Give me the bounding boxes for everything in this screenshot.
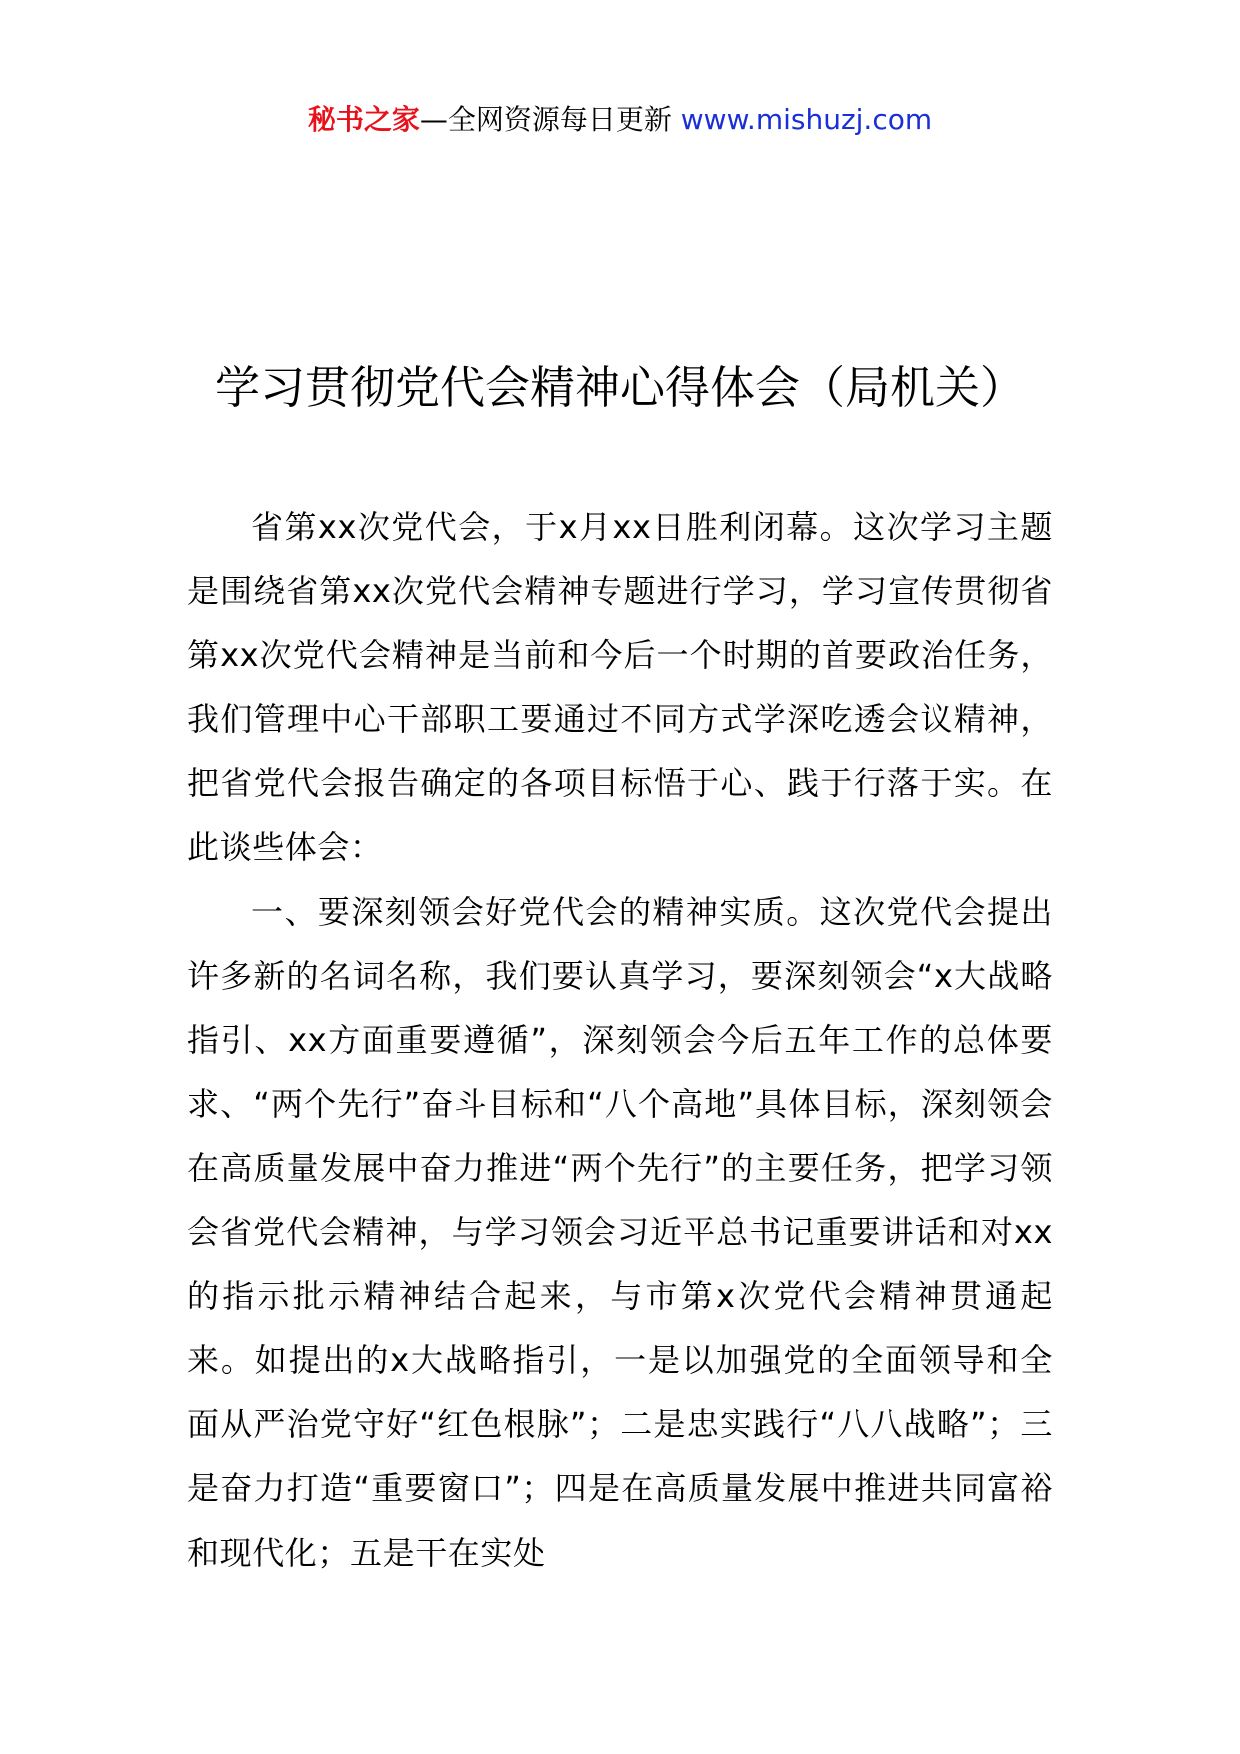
site-url-link[interactable]: www.mishuzj.com — [680, 103, 933, 136]
document-body — [187, 495, 1053, 1585]
site-tagline: —全网资源每日更新 — [419, 103, 681, 136]
site-header — [0, 100, 1240, 140]
document-title: 学习贯彻党代会精神心得体会（局机关） — [214, 361, 1025, 414]
paragraph-section-one: 一、要深刻领会好党代会的精神实质。这次党代会提出许多新的名词名称，我们要认真学习，要深刻领会“x大战略指引、xx方面重要遵循”，深刻领会今后五年工作的总体要求、“两个先行”奋斗目标和“八个高地”具体目标，深刻领会在高质量发展中奋力推进“两个先行”的主要任务，把学习领会省党代会精神，与学习领会习近平总书记重要讲话和对xx的指示批示精神结合起来，与市第x次党代会精神贯通起来。如提出的x大战略指引，一是以加强党的全面领导和全面从严治党守好“红色根脉”；二是忠实践行“八八战略”；三是奋力打造“重要窗口”；四是在高质量发展中推进共同富裕和现代化；五是干在实处 — [187, 892, 1053, 1572]
paragraph-intro: 省第xx次党代会，于x月xx日胜利闭幕。这次学习主题是围绕省第xx次党代会精神专题进行学习，学习宣传贯彻省第xx次党代会精神是当前和今后一个时期的首要政治任务，我们管理中心干部职工要通过不同方式学深吃透会议精神，把省党代会报告确定的各项目标悟于心、践于行落于实。在此谈些体会： — [187, 508, 1053, 867]
site-brand: 秘书之家 — [307, 103, 420, 136]
